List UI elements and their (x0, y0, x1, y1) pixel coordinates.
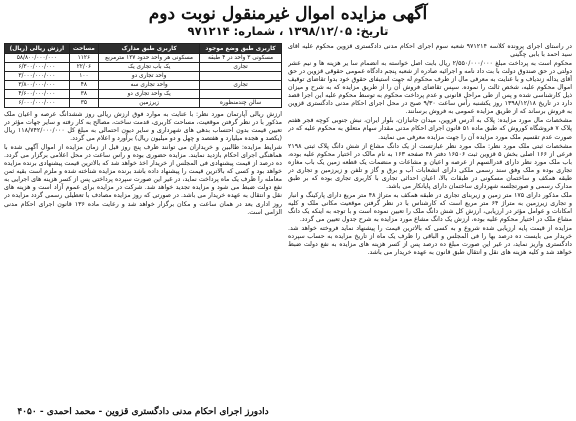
paragraph: مشخصات ثبتی ملک مورد نظر: ملک مورد نظر عبارتست از یک دانگ مشاع از شش دانگ پلاک ثبتی ۲۱۹۸ فرعی از ۱۶۶ اصلی بخش ۵ قزوین ثبت ۱۶۵۰۶ دفتر ۴۸ صفحه ۱۶۳ به نام مالک در اختیار محکوم علیه بوده، باب ملک مورد نظر دارای قدرالسهم از عرصه و اعیان و مشاعات و منضمات یک قطعه زمین یک باب مغازه تجاری بوده و ملک وفق سند رسمی ملکی دارای انشعابات آب و برق و گاز و تلفن و زیرزمین و تجاری در طبقه همکف و ساختمان مسکونی در طبقات بالا، اعیان احداثی تجاری با کاربری تجاری بوده که بر طبق مدارک رسمی و صورتجلسه شهرداری ساختمان دارای پایانکار می باشد. (288, 142, 572, 190)
paragraph: مزایده از قیمت پایه ارزیابی شده شروع و به کسی که بالاترین قیمت را پیشنهاد نماید فروخته خواهد شد. خریدار می بایست ده درصد بها را فی المجلس و الباقی را ظرف یک ماه از تاریخ مزایده به حساب سپرده دادگستری واریز نماید، در غیر این صورت مبلغ ده درصد پس از کسر هزینه های مزایده به نفع دولت ضبط خواهد شد و کلیه هزینه های نقل و انتقال طبق قانون به عهده خریدار می باشد. (288, 225, 572, 257)
table-cell: واحد تجاری دو (99, 72, 200, 81)
table-cell: ۴۸ (69, 81, 98, 90)
table-cell: ۵۸/۸۰۰/۰۰۰/۰۰۰ (5, 54, 70, 63)
table-cell: ۳/۸۰۰/۰۰۰/۰۰۰ (5, 81, 70, 90)
table-row (5, 81, 282, 90)
paragraph: شرایط مزایده: طالبین و خریداران می توانند ظرف پنج روز قبل از زمان مزایده از اموال آگهی شده با هماهنگی اجرای احکام بازدید نمایند. مزایده حضوری بوده و راس ساعت در محل اعلامی برگزار می گردد. ده درصد از قیمت پیشنهادی فی المجلس از خریدار اخذ خواهد شد که بالاترین قیمت پیشنهادی برنده مزایده خواهد بود و کسی که بالاترین قیمت را پیشنهاد داده باشد برنده مزایده شناخته شده و ملزم است بقیه ثمن معامله را ظرف یک ماه پرداخت نماید، در غیر این صورت سپرده پرداختی پس از کسر هزینه های اجرایی به نفع دولت ضبط می شود و مزایده تجدید خواهد شد. شرکت در مزایده برای عموم آزاد است و هزینه های نقل و انتقال به عهده خریدار می باشد. در صورتی که روز مزایده مصادف با تعطیلی رسمی گردد مزایده در روز اداری بعد در همان ساعت و مکان برگزار خواهد شد و رعایت ماده ۱۳۶ قانون اجرای احکام مدنی الزامی است. (4, 144, 282, 216)
table-cell: ۴/۶۰۰/۰۰۰/۰۰۰ (5, 90, 70, 99)
paragraph: محکوم است به پرداخت مبلغ ۲/۵۵۰/۰۰۰/۰۰۰ ریال بابت اصل خواسته به انضمام سا یر هزینه ها و نیم عشر دولتی در حق صندوق دولت با بت داد نامه و اجرائیه صادره از شعبه پنجم دادگاه عمومی حقوقی قزوین در حق آقای یداله زندیاف و با عنایت به معرفی مال از طرف محکوم له جهت استیفای حقوق خود بدوا تقاضای توقیف اموال محکوم علیه، شخص ثالث را نموده. سپس تقاضای فروش آن را از طریق مزایده که به شرح و میزان ذیل کارشناسی شده و پس از طی مراحل قانونی و عدم پرداخت محکوم به توسط محکوم علیه این اجرا قصد دارد در تاریخ ۱۳۹۸/۱۲/۱۸ روز یکشنبه رأس ساعت ۹/۳۰ صبح در محل اجرای احکام مدنی دادگستری قزوین به فروش برساند که از طریق مزایده عمومی به فروش برسانند. (288, 60, 572, 116)
table-header-row (5, 44, 282, 54)
table-row (5, 63, 282, 72)
table-row (5, 99, 282, 108)
table-header-cell: کاربری طبق مدارک (99, 44, 200, 54)
table-cell: تجاری (200, 63, 282, 72)
table-row (5, 90, 282, 99)
table-cell: واحد تجاری سه (99, 81, 200, 90)
table-header-cell: ارزش ریالی (ریال) (5, 44, 70, 54)
paragraph: ارزش ریالی آپارتمان مورد نظر: با عنایت به موارد فوق ارزش ریالی روز ششدانگ عرصه و اعیان ملک مذکور با در نظر گرفتن موقعیت، مساحت کاربری، قدمت ساخت، مصالح به کار رفته و سایر جهات مؤثر در تعیین قیمت بدون احتساب بدهی های شهرداری و سایر دیون احتمالی به مبلغ کل ۱۱۸/۷۴۲/۰۰۰/۰۰۰ ریال (یکصد و هجده میلیارد و هفتصد و چهل و دو میلیون ریال) برآورد و اعلام می گردد. (4, 111, 282, 143)
left-column-text (4, 111, 282, 217)
table-cell: مسکونی هر واحد حدود ۱۲۷ مترمربع (99, 54, 200, 63)
table-row (5, 72, 282, 81)
table-cell (200, 72, 282, 81)
right-column (288, 43, 572, 409)
table-header-cell: کاربری طبق وضع موجود (200, 44, 282, 54)
table-cell (200, 90, 282, 99)
table-cell: ۶/۰۰۰/۰۰۰/۰۰۰ (5, 99, 70, 108)
paragraph: ملک مذکور دارای ۱۷۵ متر زمین و زیربنای تجاری در طبقه همکف به متراژ ۴۸ متر مربع دارای پارکینگ و انبار و تجاری زیرزمین به متراژ ۶۴ متر مربع است که کارشناس با در نظر گرفتن موقعیت مکانی ملک و کلیه امکانات و عوامل مؤثر در ارزیابی، ارزش کل شش دانگ ملک را تعیین نموده است و با توجه به اینکه یک دانگ مشاع ملک در اختیار محکوم علیه بوده، ارزش یک دانگ مشاع مورد مزایده به شرح جدول تعیین می گردد. (288, 191, 572, 223)
table-cell: ۶/۳۰۰/۰۰۰/۰۰۰ (5, 63, 70, 72)
valuation-table (4, 43, 282, 108)
notice-date-line: تاریخ: ۱۳۹۸/۱۲/۰۵ ، شماره: ۹۷۱۲۱۴ (187, 24, 389, 38)
notice-title: آگهی مزایده اموال غیرمنقول نوبت دوم (148, 4, 428, 24)
table-cell: یک واحد تجاری دو (99, 90, 200, 99)
table-cell: زیرزمین (99, 99, 200, 108)
signature-line: دادورز اجرای احکام مدنی دادگستری قزوین - محمد احمدی - ۴۰۵۰ (17, 407, 269, 417)
table-cell: ۱۱۲۶ (69, 54, 98, 63)
paragraph: در راستای اجرای پرونده کلاسه ۹۷۱۲۱۴ شعبه سوم اجرای احکام مدنی دادگستری قزوین محکوم علیه آقای سید احمد با بابی چگینی (288, 43, 572, 59)
table-cell: ۱۰۰ (69, 72, 98, 81)
table-cell: یک باب تجاری یک (99, 63, 200, 72)
paragraph: مشخصات مال مورد مزایده: پلاک به آدرس قزوین، میدان جانبازان، بلوار ایران، نبش جنوبی کوچه فجر هفتم پلاک ۷ فروشگاه کوروش که طبق ماده ۵۱ قانون اجرای احکام مدنی مقدار سهام متعلق به محکوم علیه که در صورت عدم تقسیم ملک مورد مزایده آن را جهت مزایده معرفی می نمایند. (288, 117, 572, 141)
notice-body (4, 43, 572, 409)
left-column (4, 43, 282, 409)
table-header-cell: مساحت (69, 44, 98, 54)
table-row (5, 54, 282, 63)
table-cell: مسکونی ۳ واحد در ۴ طبقه (200, 54, 282, 63)
table-cell: تجاری (200, 81, 282, 90)
table-cell: ۳۵ (69, 99, 98, 108)
table-cell: ۳۸ (69, 90, 98, 99)
table-cell: ۳/۰۰۰/۰۰۰/۰۰۰ (5, 72, 70, 81)
table-cell: سالن چندمنظوره (200, 99, 282, 108)
table-cell: ۲۲/۰۶ (69, 63, 98, 72)
